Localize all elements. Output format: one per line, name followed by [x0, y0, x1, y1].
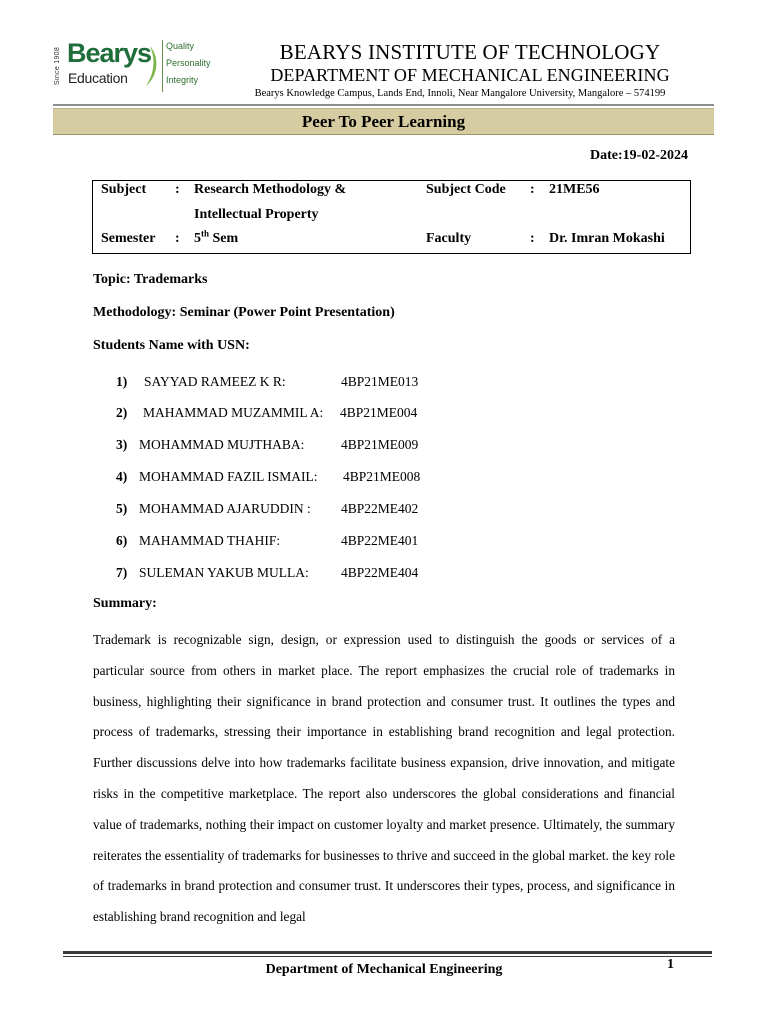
student-usn: 4BP21ME008 — [343, 469, 421, 484]
summary-heading: Summary: — [93, 596, 157, 611]
student-number: 7) — [116, 565, 128, 580]
course-info-table — [92, 180, 691, 254]
institute-address: Bearys Knowledge Campus, Lands End, Innoli, Near Mangalore University, Mangalore – 574199 — [254, 88, 666, 99]
student-number: 4) — [116, 469, 128, 484]
department-name: DEPARTMENT OF MECHANICAL ENGINEERING — [270, 65, 670, 85]
students-heading: Students Name with USN: — [93, 338, 250, 353]
logo-since-text: Since 1908 — [54, 46, 61, 86]
page-number: 1 — [667, 957, 674, 972]
summary-paragraph: Trademark is recognizable sign, design, or expression used to distinguish the goods or services of a particular source from others in market place. The report emphasizes the crucial role of trademarks in business, highlighting their significance in brand protection and consumer trust. It outlines the types and process of trademarks, stressing their importance in establishing brand recognition and legal protection. Further discussions delve into how trademarks facilitate business expansion, drive innovation, and mitigate risks in the competitive marketplace. The report also underscores the global considerations and financial value of trademarks, nothing their impact on customer loyalty and market presence. Ultimately, the summary reiterates the essentiality of trademarks for businesses to thrive and succeed in the global market. the key role of trademarks in brand protection and consumer trust. It underscores their types, process, and significance in establishing brand recognition and legal — [93, 632, 675, 925]
footer-divider — [63, 951, 712, 954]
subject-value-line2: Intellectual Property — [194, 207, 319, 222]
student-name: MOHAMMAD FAZIL ISMAIL: — [139, 469, 318, 484]
student-name: MOHAMMAD AJARUDDIN : — [139, 501, 311, 516]
list-item — [116, 501, 127, 517]
student-usn: 4BP21ME009 — [341, 437, 419, 452]
faculty-value: Dr. Imran Mokashi — [549, 231, 665, 246]
student-usn: 4BP21ME004 — [340, 405, 418, 420]
logo-sub-text: Education — [68, 70, 128, 86]
semester-number: 5 — [194, 231, 201, 246]
footer-department: Department of Mechanical Engineering — [265, 962, 503, 977]
document-title-banner: Peer To Peer Learning — [53, 108, 714, 135]
semester-suffix: Sem — [209, 231, 239, 246]
faculty-colon: : — [530, 231, 535, 246]
subject-label: Subject — [101, 182, 147, 197]
subject-code-value: 21ME56 — [549, 182, 600, 197]
student-name: MAHAMMAD THAHIF: — [139, 533, 281, 548]
logo-tag-quality: Quality — [166, 41, 195, 51]
list-item — [116, 469, 127, 485]
list-item — [116, 405, 127, 421]
logo-tag-personality: Personality — [166, 58, 211, 68]
logo-divider — [162, 40, 163, 92]
subject-colon: : — [175, 182, 180, 197]
semester-colon: : — [175, 231, 180, 246]
student-usn: 4BP21ME013 — [341, 374, 419, 389]
student-number: 1) — [116, 374, 128, 389]
footer-divider-thin — [63, 956, 712, 957]
institute-name: BEARYS INSTITUTE OF TECHNOLOGY — [279, 40, 661, 64]
subject-code-label: Subject Code — [426, 182, 506, 197]
subject-value-line1: Research Methodology & — [194, 182, 347, 197]
student-number: 3) — [116, 437, 128, 452]
logo-swoosh-icon — [142, 40, 162, 90]
logo-brand-text: Bearys — [67, 38, 152, 68]
topic-line: Topic: Trademarks — [93, 272, 208, 287]
student-number: 2) — [116, 405, 128, 420]
student-name: MAHAMMAD MUZAMMIL A: — [143, 405, 324, 420]
list-item — [116, 533, 127, 549]
methodology-line: Methodology: Seminar (Power Point Presentation) — [93, 305, 395, 320]
student-usn: 4BP22ME402 — [341, 501, 419, 516]
student-number: 5) — [116, 501, 128, 516]
header-divider — [53, 104, 714, 106]
subject-code-colon: : — [530, 182, 535, 197]
list-item — [116, 374, 127, 390]
semester-ordinal: th — [201, 228, 210, 239]
student-usn: 4BP22ME404 — [341, 565, 419, 580]
student-number: 6) — [116, 533, 128, 548]
list-item — [116, 437, 127, 453]
faculty-label: Faculty — [426, 231, 472, 246]
semester-label: Semester — [101, 231, 156, 246]
student-name: SULEMAN YAKUB MULLA: — [139, 565, 309, 580]
semester-value — [194, 230, 238, 248]
student-usn: 4BP22ME401 — [341, 533, 419, 548]
logo-tag-integrity: Integrity — [166, 75, 199, 85]
list-item — [116, 565, 127, 581]
document-date: Date:19-02-2024 — [590, 148, 688, 163]
student-name: SAYYAD RAMEEZ K R: — [144, 374, 286, 389]
student-name: MOHAMMAD MUJTHABA: — [139, 437, 305, 452]
